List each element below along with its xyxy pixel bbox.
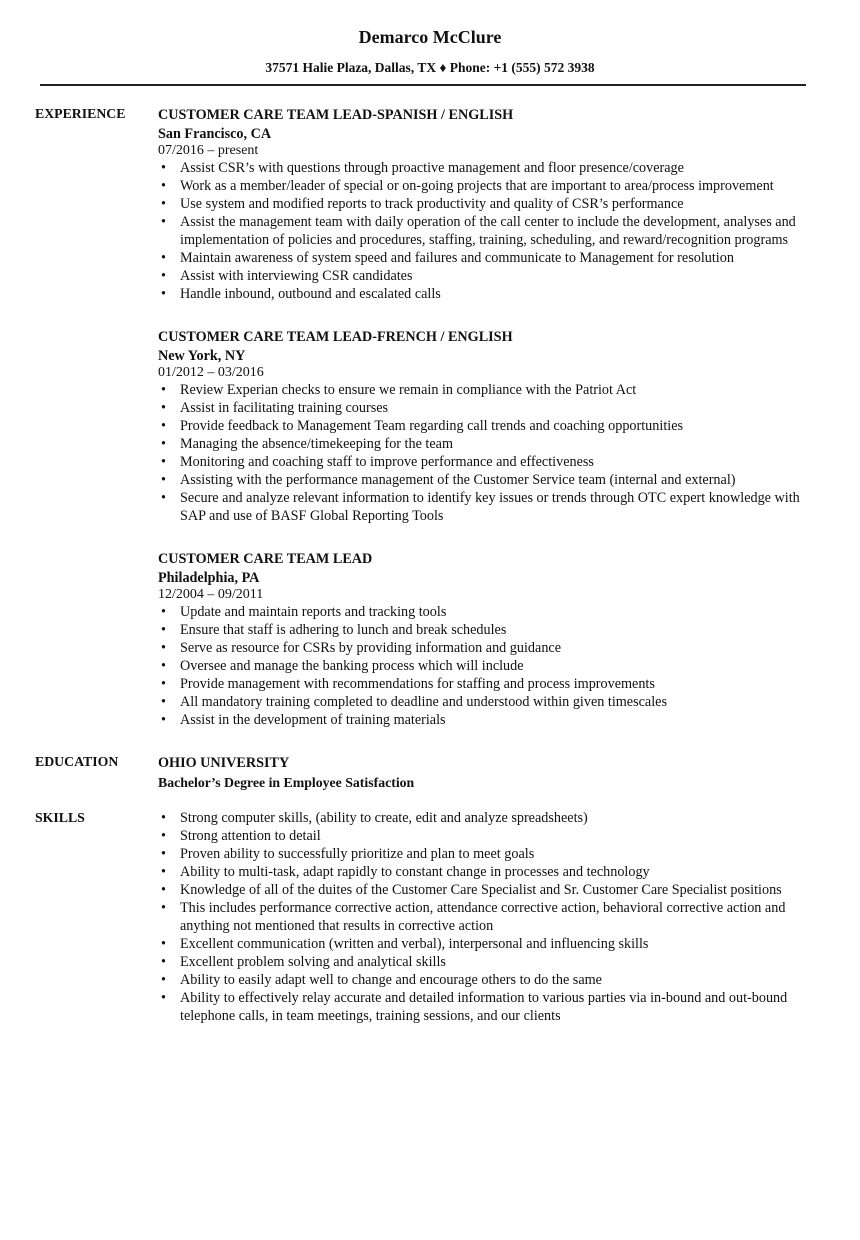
duty-item: • Managing the absence/timekeeping for the team <box>158 435 818 453</box>
skill-item: • Ability to effectively relay accurate and detailed information to various parties via in-bound and out-bound telephone calls, in team meetings, training sessions, and our clients <box>158 989 818 1025</box>
duty-item: • Assist CSR’s with questions through proactive management and floor presence/coverage <box>158 159 818 177</box>
skills-label: SKILLS <box>35 810 85 825</box>
skill-item: • Knowledge of all of the duites of the Customer Care Specialist and Sr. Customer Care Specialist positions <box>158 881 818 899</box>
job-duties <box>158 159 818 303</box>
job-dates: 07/2016 – present <box>158 143 259 158</box>
job-duties <box>158 603 818 729</box>
duty-item: • Assist in facilitating training courses <box>158 399 818 417</box>
duty-item: • Handle inbound, outbound and escalated calls <box>158 285 818 303</box>
skill-item: • Ability to multi-task, adapt rapidly to constant change in processes and technology <box>158 863 818 881</box>
experience-body <box>158 105 818 729</box>
duty-item: • Review Experian checks to ensure we remain in compliance with the Patriot Act <box>158 381 818 399</box>
education-section <box>35 753 860 793</box>
duty-item: • Ensure that staff is adhering to lunch and break schedules <box>158 621 818 639</box>
duty-item: • Assisting with the performance management of the Customer Service team (internal and external) <box>158 471 818 489</box>
job-entry <box>158 105 818 303</box>
school-name: OHIO UNIVERSITY <box>158 755 290 771</box>
skill-item: • Strong attention to detail <box>158 827 818 845</box>
duty-item: • All mandatory training completed to deadline and understood within given timescales <box>158 693 818 711</box>
skill-item: • Excellent communication (written and verbal), interpersonal and influencing skills <box>158 935 818 953</box>
header-divider <box>40 84 806 86</box>
duty-item: • Secure and analyze relevant information to identify key issues or trends through OTC expert knowledge with SAP and use of BASF Global Reporting Tools <box>158 489 818 525</box>
duty-item: • Assist with interviewing CSR candidates <box>158 267 818 285</box>
skills-section <box>35 809 860 1025</box>
duty-item: • Monitoring and coaching staff to improve performance and effectiveness <box>158 453 818 471</box>
duty-item: • Update and maintain reports and tracking tools <box>158 603 818 621</box>
duty-item: • Work as a member/leader of special or on-going projects that are important to area/process improvement <box>158 177 818 195</box>
candidate-name: Demarco McClure <box>358 27 502 47</box>
job-title: CUSTOMER CARE TEAM LEAD <box>158 551 373 567</box>
skill-item: • This includes performance corrective action, attendance corrective action, behavioral corrective action and anything not mentioned that results in corrective action <box>158 899 818 935</box>
duty-item: • Serve as resource for CSRs by providing information and guidance <box>158 639 818 657</box>
job-location: New York, NY <box>158 348 246 364</box>
education-body <box>158 753 818 793</box>
job-duties <box>158 381 818 525</box>
duty-item: • Use system and modified reports to track productivity and quality of CSR’s performance <box>158 195 818 213</box>
resume-header <box>0 0 860 76</box>
duty-item: • Maintain awareness of system speed and failures and communicate to Management for resolution <box>158 249 818 267</box>
job-location: San Francisco, CA <box>158 126 272 142</box>
job-title: CUSTOMER CARE TEAM LEAD-SPANISH / ENGLISH <box>158 107 514 123</box>
skill-item: • Ability to easily adapt well to change and encourage others to do the same <box>158 971 818 989</box>
skill-item: • Proven ability to successfully prioritize and plan to meet goals <box>158 845 818 863</box>
job-dates: 01/2012 – 03/2016 <box>158 365 264 380</box>
duty-item: • Assist in the development of training materials <box>158 711 818 729</box>
duty-item: • Assist the management team with daily operation of the call center to include the development, analyses and implementation of policies and procedures, staffing, training, scheduling, and reward/recognition programs <box>158 213 818 249</box>
contact-line: 37571 Halie Plaza, Dallas, TX ♦ Phone: +1 (555) 572 3938 <box>265 60 595 75</box>
job-entry <box>158 549 818 729</box>
duty-item: • Oversee and manage the banking process which will include <box>158 657 818 675</box>
experience-label: EXPERIENCE <box>35 106 126 121</box>
job-title: CUSTOMER CARE TEAM LEAD-FRENCH / ENGLISH <box>158 329 513 345</box>
job-entry <box>158 327 818 525</box>
degree-name: Bachelor’s Degree in Employee Satisfaction <box>158 775 415 790</box>
skills-list <box>158 809 818 1025</box>
education-label: EDUCATION <box>35 754 119 769</box>
duty-item: • Provide feedback to Management Team regarding call trends and coaching opportunities <box>158 417 818 435</box>
job-location: Philadelphia, PA <box>158 570 260 586</box>
skills-body <box>158 809 818 1025</box>
duty-item: • Provide management with recommendations for staffing and process improvements <box>158 675 818 693</box>
job-dates: 12/2004 – 09/2011 <box>158 587 264 602</box>
skill-item: • Strong computer skills, (ability to create, edit and analyze spreadsheets) <box>158 809 818 827</box>
experience-section <box>35 105 860 729</box>
skill-item: • Excellent problem solving and analytical skills <box>158 953 818 971</box>
